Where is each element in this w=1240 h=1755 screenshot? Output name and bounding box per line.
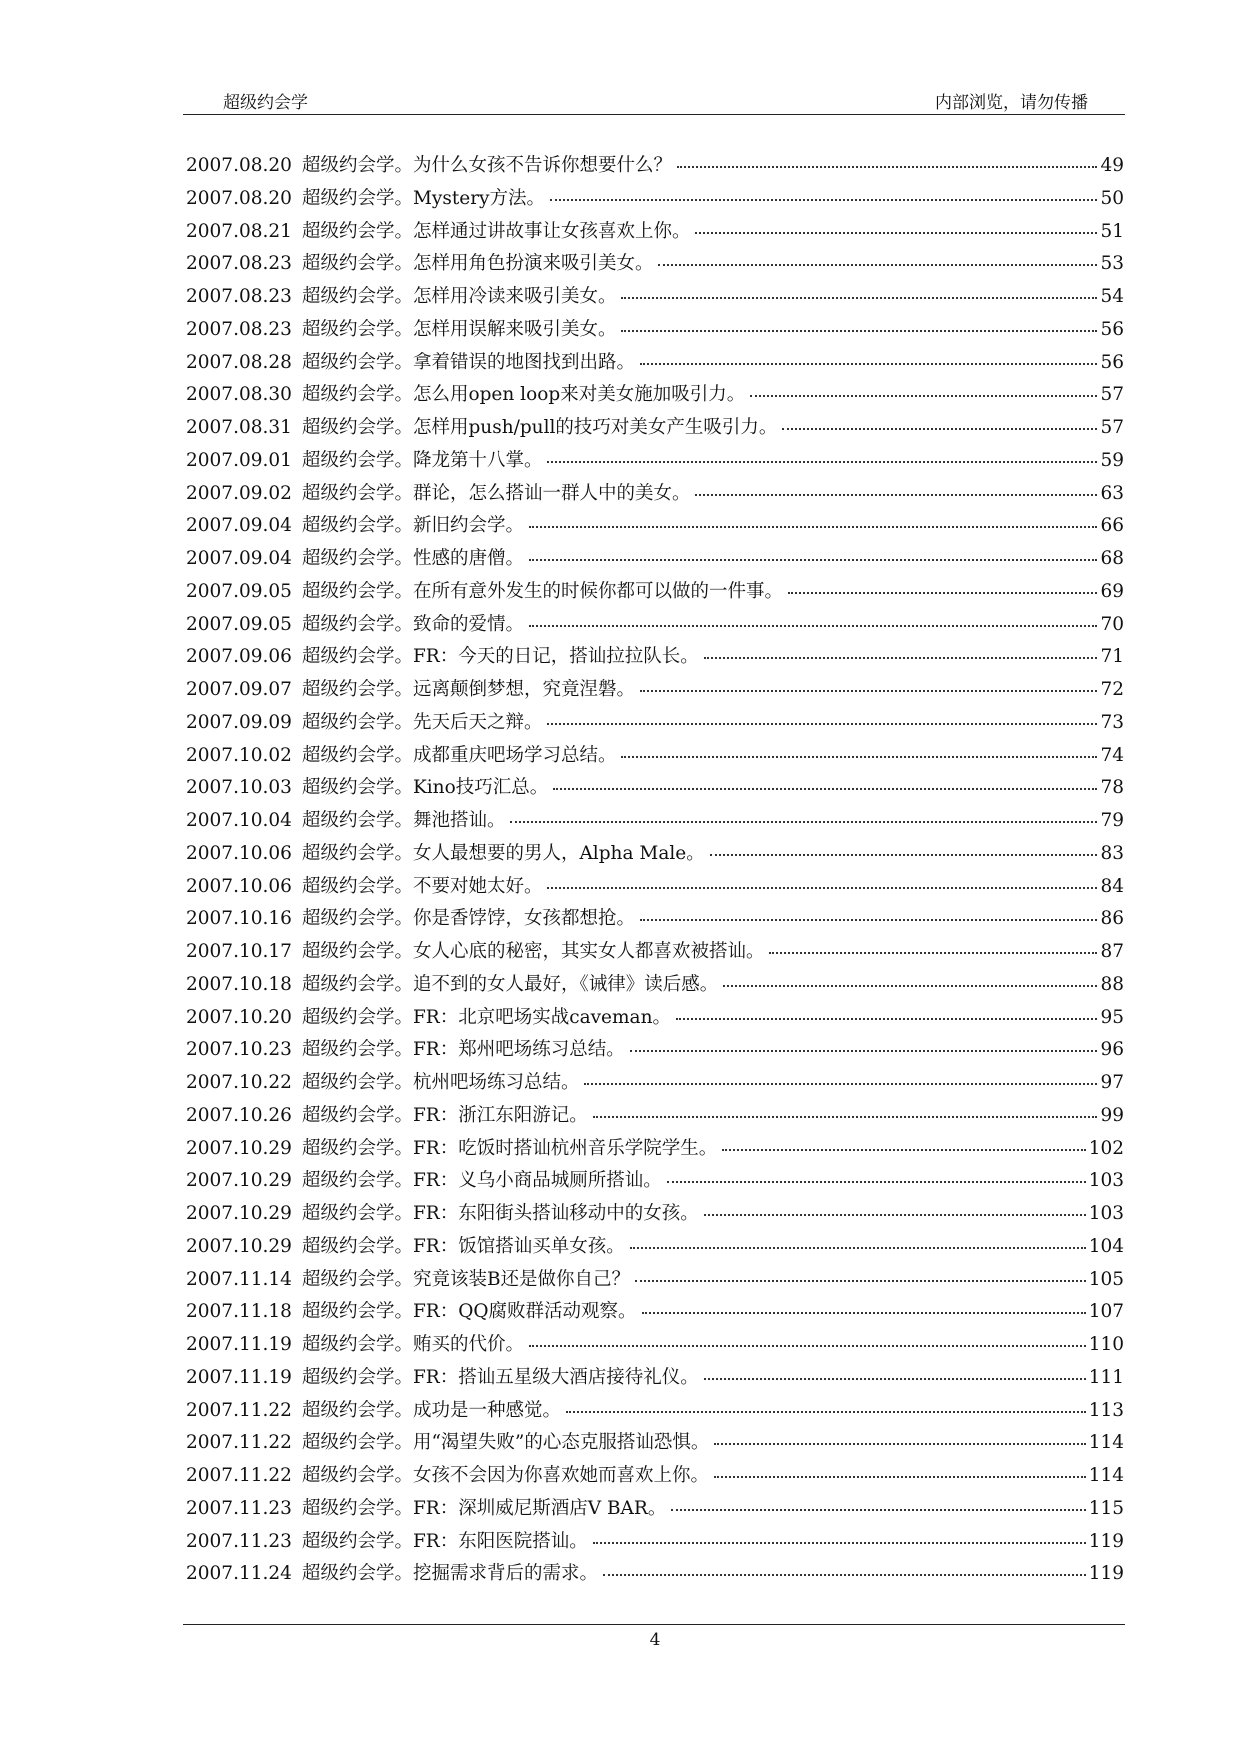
toc-entry[interactable] [186,1068,1124,1101]
toc-entry-date: 2007.10.29 [186,1203,292,1224]
toc-entry-date: 2007.09.02 [186,482,292,504]
toc-entry-page: 69 [1100,580,1124,602]
toc-entry[interactable] [186,380,1124,413]
toc-dot-leader [704,1210,1086,1216]
toc-entry-title: 超级约会学。怎样用冷读来吸引美女。 [301,286,617,307]
toc-entry-page: 111 [1088,1366,1124,1388]
toc-entry-date: 2007.08.23 [186,318,292,340]
toc-dot-leader [566,1407,1086,1413]
header-title: 超级约会学 [223,93,308,113]
toc-entry[interactable] [186,348,1124,381]
toc-entry-date: 2007.10.03 [186,777,292,799]
toc-dot-leader [640,686,1098,692]
toc-dot-leader [584,1079,1097,1085]
toc-entry-page: 115 [1088,1497,1124,1519]
toc-entry[interactable] [186,1527,1124,1560]
toc-entry[interactable] [186,806,1124,839]
toc-entry-title: 超级约会学。FR：深圳威尼斯酒店V BAR。 [301,1497,667,1519]
toc-dot-leader [677,162,1098,168]
toc-entry-title: 超级约会学。降龙第十八掌。 [301,449,543,471]
toc-entry-page: 63 [1100,482,1124,504]
toc-dot-leader [529,555,1098,561]
toc-entry-title: 超级约会学。FR：搭讪五星级大酒店接待礼仪。 [301,1366,699,1388]
toc-dot-leader [658,260,1097,266]
toc-dot-leader [769,948,1097,954]
toc-dot-leader [550,195,1097,201]
toc-entry-date: 2007.08.23 [186,286,292,307]
toc-entry[interactable] [186,1559,1124,1592]
toc-entry-title: 超级约会学。致命的爱情。 [301,613,524,635]
toc-dot-leader [695,228,1097,234]
toc-dot-leader [695,490,1097,496]
toc-entry[interactable] [186,610,1124,643]
toc-entry-page: 51 [1100,220,1124,242]
toc-entry[interactable] [186,1461,1124,1494]
toc-entry[interactable] [186,741,1124,774]
toc-entry-page: 103 [1088,1203,1124,1224]
toc-entry[interactable] [186,151,1124,184]
toc-entry-date: 2007.09.07 [186,679,292,700]
toc-entry-date: 2007.10.23 [186,1039,292,1061]
toc-entry-date: 2007.09.09 [186,711,292,733]
toc-entry-page: 79 [1100,810,1124,831]
toc-entry-date: 2007.11.19 [186,1334,292,1355]
toc-dot-leader [630,1046,1098,1052]
toc-dot-leader [640,359,1098,365]
toc-entry-page: 103 [1088,1170,1124,1192]
toc-entry-page: 72 [1100,679,1124,700]
toc-entry-title: 超级约会学。成都重庆吧场学习总结。 [301,744,617,766]
toc-entry[interactable] [186,839,1124,872]
toc-entry[interactable] [186,1265,1124,1298]
toc-entry[interactable] [186,937,1124,970]
toc-entry-date: 2007.11.24 [186,1563,292,1585]
footer-rule [183,1624,1125,1625]
toc-entry-title: 超级约会学。你是香饽饽，女孩都想抢。 [301,908,635,930]
toc-entry-date: 2007.10.16 [186,908,292,930]
toc-dot-leader [547,719,1097,725]
toc-entry-page: 74 [1100,744,1124,766]
toc-entry-title: 超级约会学。新旧约会学。 [301,515,524,537]
toc-entry-page: 54 [1100,286,1124,307]
table-of-contents [186,151,1124,1592]
toc-dot-leader [714,1472,1086,1478]
toc-entry-date: 2007.11.22 [186,1432,292,1454]
toc-entry-page: 66 [1100,515,1124,537]
toc-entry[interactable] [186,184,1124,217]
toc-entry-date: 2007.08.20 [186,187,292,209]
toc-entry-title: 超级约会学。怎样通过讲故事让女孩喜欢上你。 [301,220,691,242]
toc-entry-date: 2007.08.23 [186,253,292,275]
toc-entry-page: 56 [1100,351,1124,373]
toc-entry[interactable] [186,1166,1124,1199]
toc-entry-title: 超级约会学。贿买的代价。 [301,1334,524,1355]
toc-entry[interactable] [186,1396,1124,1429]
toc-entry-title: 超级约会学。杭州吧场练习总结。 [301,1072,580,1093]
toc-entry-title: 超级约会学。成功是一种感觉。 [301,1399,561,1421]
toc-entry-date: 2007.10.17 [186,941,292,962]
toc-entry-date: 2007.10.06 [186,842,292,864]
toc-entry[interactable] [186,1199,1124,1232]
toc-entry-date: 2007.11.23 [186,1497,292,1519]
toc-entry[interactable] [186,1494,1124,1527]
toc-entry-title: 超级约会学。Kino技巧汇总。 [301,777,549,799]
toc-entry-page: 57 [1100,417,1124,438]
toc-entry[interactable] [186,1134,1124,1167]
toc-entry-title: 超级约会学。拿着错误的地图找到出路。 [301,351,635,373]
toc-dot-leader [529,1341,1086,1347]
toc-entry-date: 2007.09.06 [186,646,292,668]
toc-dot-leader [671,1505,1085,1511]
toc-entry[interactable] [186,249,1124,282]
toc-entry-title: 超级约会学。FR：饭馆搭讪买单女孩。 [301,1235,625,1257]
toc-entry[interactable] [186,577,1124,610]
toc-entry[interactable] [186,511,1124,544]
toc-entry-page: 107 [1088,1301,1124,1323]
toc-entry-title: 超级约会学。舞池搭讪。 [301,810,506,831]
toc-entry-page: 53 [1100,253,1124,275]
toc-entry-date: 2007.10.29 [186,1137,292,1159]
toc-entry-title: 超级约会学。先天后天之辩。 [301,711,543,733]
toc-entry-page: 87 [1100,941,1124,962]
toc-entry-title: 超级约会学。FR：义乌小商品城厕所搭讪。 [301,1170,662,1192]
toc-entry-page: 88 [1100,973,1124,995]
toc-entry-page: 84 [1100,875,1124,897]
toc-entry[interactable] [186,217,1124,250]
toc-entry-page: 97 [1100,1072,1124,1093]
toc-entry[interactable] [186,1330,1124,1363]
toc-dot-leader [621,293,1097,299]
toc-entry-date: 2007.11.14 [186,1268,292,1290]
toc-dot-leader [704,653,1098,659]
toc-entry-page: 95 [1100,1006,1124,1028]
toc-dot-leader [603,1570,1086,1576]
toc-entry-title: 超级约会学。怎样用角色扮演来吸引美女。 [301,253,654,275]
toc-entry-title: 超级约会学。女人心底的秘密，其实女人都喜欢被搭讪。 [301,941,765,962]
toc-entry-date: 2007.08.30 [186,384,292,406]
toc-entry[interactable] [186,446,1124,479]
toc-entry[interactable] [186,773,1124,806]
toc-dot-leader [621,752,1097,758]
toc-entry[interactable] [186,904,1124,937]
toc-entry[interactable] [186,1428,1124,1461]
toc-entry[interactable] [186,872,1124,905]
toc-entry-title: 超级约会学。FR：东阳街头搭讪移动中的女孩。 [301,1203,699,1224]
toc-entry-page: 71 [1100,646,1124,668]
toc-entry-date: 2007.09.04 [186,548,292,569]
toc-entry-date: 2007.10.06 [186,875,292,897]
toc-entry[interactable] [186,1232,1124,1265]
toc-entry-title: 超级约会学。追不到的女人最好，《诫律》读后感。 [301,973,719,995]
toc-entry[interactable] [186,544,1124,577]
toc-entry[interactable] [186,708,1124,741]
toc-entry[interactable] [186,1003,1124,1036]
toc-dot-leader [676,1014,1097,1020]
toc-entry-title: 超级约会学。不要对她太好。 [301,875,543,897]
toc-dot-leader [667,1177,1086,1183]
toc-entry-title: 超级约会学。FR：QQ腐败群活动观察。 [301,1301,637,1323]
toc-dot-leader [723,981,1097,987]
toc-entry-title: 超级约会学。FR：东阳医院搭讪。 [301,1530,588,1552]
toc-dot-leader [642,1308,1086,1314]
toc-entry-title: 超级约会学。挖掘需求背后的需求。 [301,1563,598,1585]
toc-entry-page: 49 [1100,155,1124,176]
toc-entry-page: 50 [1100,187,1124,209]
toc-entry-date: 2007.09.04 [186,515,292,537]
toc-entry-title: 超级约会学。为什么女孩不告诉你想要什么？ [301,155,672,176]
toc-entry-date: 2007.11.22 [186,1465,292,1486]
toc-entry-title: 超级约会学。Mystery方法。 [301,187,546,209]
page-header [183,86,1125,115]
toc-entry-page: 73 [1100,711,1124,733]
toc-entry-date: 2007.10.20 [186,1006,292,1028]
toc-entry-title: 超级约会学。女人最想要的男人，Alpha Male。 [301,842,705,864]
toc-entry-date: 2007.10.26 [186,1104,292,1126]
toc-dot-leader [593,1538,1086,1544]
toc-dot-leader [714,1439,1085,1445]
toc-dot-leader [547,883,1097,889]
toc-dot-leader [630,1243,1086,1249]
toc-entry[interactable] [186,282,1124,315]
toc-entry-date: 2007.10.18 [186,973,292,995]
toc-entry-title: 超级约会学。性感的唐僧。 [301,548,524,569]
toc-entry-page: 102 [1088,1137,1124,1159]
toc-dot-leader [529,522,1098,528]
toc-entry-title: 超级约会学。用“渴望失败”的心态克服搭讪恐惧。 [301,1432,710,1454]
toc-entry-page: 78 [1100,777,1124,799]
toc-entry-date: 2007.09.05 [186,580,292,602]
toc-entry-page: 114 [1088,1465,1124,1486]
toc-entry-title: 超级约会学。FR：浙江东阳游记。 [301,1104,588,1126]
toc-dot-leader [553,784,1097,790]
toc-entry-date: 2007.09.05 [186,613,292,635]
toc-entry-date: 2007.11.23 [186,1530,292,1552]
toc-entry[interactable] [186,413,1124,446]
toc-entry-date: 2007.10.29 [186,1170,292,1192]
toc-entry[interactable] [186,315,1124,348]
toc-entry-title: 超级约会学。怎么用open loop来对美女施加吸引力。 [301,384,746,406]
toc-entry-page: 68 [1100,548,1124,569]
toc-entry-title: 超级约会学。怎样用push/pull的技巧对美女产生吸引力。 [301,417,778,438]
toc-entry-date: 2007.09.01 [186,449,292,471]
toc-entry[interactable] [186,675,1124,708]
toc-entry-page: 110 [1088,1334,1124,1355]
toc-entry[interactable] [186,479,1124,512]
toc-dot-leader [704,1374,1086,1380]
header-notice: 内部浏览，请勿传播 [935,93,1088,113]
toc-entry-title: 超级约会学。究竟该装B还是做你自己？ [301,1268,631,1290]
toc-dot-leader [547,457,1097,463]
toc-entry-title: 超级约会学。FR：今天的日记，搭讪拉拉队长。 [301,646,699,668]
toc-entry-title: 超级约会学。FR：吃饭时搭讪杭州音乐学院学生。 [301,1137,718,1159]
page-number: 4 [649,1630,661,1650]
toc-entry-page: 99 [1100,1104,1124,1126]
toc-entry-title: 超级约会学。群论，怎么搭讪一群人中的美女。 [301,482,691,504]
toc-dot-leader [710,850,1098,856]
toc-dot-leader [529,621,1098,627]
toc-entry-date: 2007.11.22 [186,1399,292,1421]
toc-entry-date: 2007.10.22 [186,1072,292,1093]
toc-entry-title: 超级约会学。在所有意外发生的时候你都可以做的一件事。 [301,580,783,602]
toc-dot-leader [593,1112,1098,1118]
toc-dot-leader [510,817,1097,823]
toc-entry-page: 96 [1100,1039,1124,1061]
toc-entry[interactable] [186,1035,1124,1068]
toc-dot-leader [621,326,1097,332]
toc-entry-date: 2007.11.19 [186,1366,292,1388]
toc-entry-date: 2007.08.31 [186,417,292,438]
toc-entry-date: 2007.10.02 [186,744,292,766]
toc-entry-date: 2007.08.28 [186,351,292,373]
toc-entry-title: 超级约会学。女孩不会因为你喜欢她而喜欢上你。 [301,1465,709,1486]
toc-entry[interactable] [186,970,1124,1003]
toc-entry-title: 超级约会学。远离颠倒梦想，究竟涅磐。 [301,679,635,700]
toc-entry-page: 119 [1088,1563,1124,1585]
toc-entry-page: 113 [1088,1399,1124,1421]
toc-entry-title: 超级约会学。FR：北京吧场实战caveman。 [301,1006,671,1028]
toc-entry-date: 2007.10.29 [186,1235,292,1257]
toc-entry[interactable] [186,1363,1124,1396]
toc-entry-date: 2007.08.21 [186,220,292,242]
toc-entry-date: 2007.08.20 [186,155,292,176]
toc-entry[interactable] [186,642,1124,675]
toc-entry-date: 2007.11.18 [186,1301,292,1323]
toc-entry-page: 57 [1100,384,1124,406]
toc-entry-page: 83 [1100,842,1124,864]
toc-entry-page: 105 [1088,1268,1124,1290]
toc-dot-leader [788,588,1098,594]
toc-dot-leader [635,1276,1086,1282]
toc-entry-page: 114 [1088,1432,1124,1454]
toc-dot-leader [722,1145,1085,1151]
toc-entry-page: 86 [1100,908,1124,930]
toc-dot-leader [782,424,1097,430]
toc-entry-date: 2007.10.04 [186,810,292,831]
toc-entry-title: 超级约会学。FR：郑州吧场练习总结。 [301,1039,625,1061]
toc-entry-page: 59 [1100,449,1124,471]
toc-entry[interactable] [186,1101,1124,1134]
toc-entry-page: 119 [1088,1530,1124,1552]
toc-dot-leader [640,915,1098,921]
toc-entry-title: 超级约会学。怎样用误解来吸引美女。 [301,318,617,340]
toc-entry-page: 70 [1100,613,1124,635]
toc-entry[interactable] [186,1297,1124,1330]
toc-entry-page: 56 [1100,318,1124,340]
toc-dot-leader [750,391,1097,397]
toc-entry-page: 104 [1088,1235,1124,1257]
